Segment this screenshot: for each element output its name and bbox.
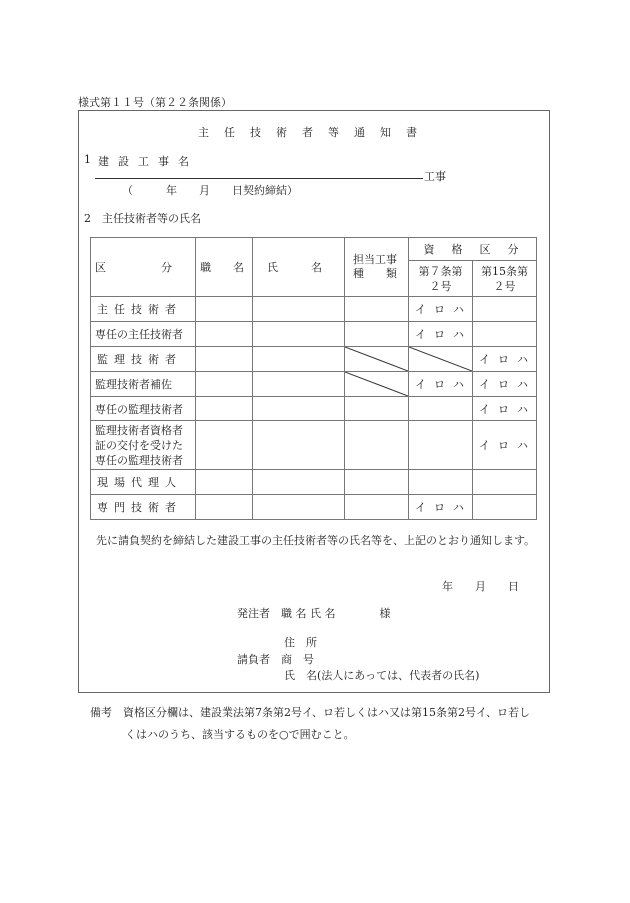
header-art15: 第15条第 ２号	[473, 261, 537, 297]
section1-number: 1	[84, 153, 91, 166]
art7-cell-text: イロハ	[415, 328, 472, 341]
row-category-text: 現場代理人	[97, 476, 182, 489]
form-id: 様式第１１号（第２２条関係）	[78, 96, 232, 109]
art15-cell	[473, 495, 537, 520]
name-cell[interactable]	[253, 347, 345, 372]
art15-cell-text: イロハ	[479, 353, 536, 366]
art7-cell[interactable]	[409, 372, 473, 397]
row-category	[91, 372, 196, 397]
position-cell[interactable]	[196, 495, 253, 520]
row-category-text: 専任の監理技術者	[95, 402, 183, 416]
position-cell[interactable]	[196, 421, 253, 470]
remarks-line1: 備考 資格区分欄は、建設業法第7条第2号イ、ロ若しくはハ又は第15条第2号イ、ロ若し	[90, 706, 531, 719]
work-type-cell[interactable]	[345, 495, 409, 520]
work-type-cell[interactable]	[345, 397, 409, 421]
document-title: 主任技術者等通知書	[198, 126, 432, 139]
diagonal-strike	[409, 347, 472, 371]
row-category-text: 専門技術者	[97, 501, 182, 514]
notice-date: 年 月 日	[442, 580, 519, 593]
section2-label: 2 主任技術者等の氏名	[84, 212, 201, 225]
art15-cell	[473, 470, 537, 495]
position-cell[interactable]	[196, 470, 253, 495]
art7-cell-text: イロハ	[415, 303, 472, 316]
position-cell[interactable]	[196, 322, 253, 347]
contract-date: （ 年 月 日契約締結）	[122, 184, 298, 197]
notice-text: 先に請負契約を締結した建設工事の主任技術者等の氏名等を、上記のとおり通知します。	[96, 534, 536, 547]
table-row	[91, 421, 537, 470]
work-type-cell	[345, 372, 409, 397]
section1-label: 建設工事名	[98, 155, 198, 168]
art7-cell-text: イロハ	[415, 501, 472, 514]
table-row	[91, 470, 537, 495]
table-row	[91, 372, 537, 397]
row-category	[91, 322, 196, 347]
work-type-cell[interactable]	[345, 470, 409, 495]
row-category-text: 監理技術者資格者 証の交付を受けた 専任の監理技術者	[95, 423, 183, 467]
contractor-trade-name: 請負者 商 号	[237, 653, 314, 666]
art15-cell	[473, 322, 537, 347]
art7-cell[interactable]	[409, 322, 473, 347]
art15-cell[interactable]	[473, 372, 537, 397]
contractor-address: 住 所	[284, 636, 317, 649]
header-art7: 第７条第 ２号	[409, 261, 473, 297]
row-category-text: 監理技術者補佐	[95, 378, 172, 391]
row-category	[91, 421, 196, 470]
art7-cell	[409, 347, 473, 372]
position-cell[interactable]	[196, 397, 253, 421]
art7-cell[interactable]	[409, 495, 473, 520]
art15-cell-text: イロハ	[479, 378, 536, 391]
row-category	[91, 495, 196, 520]
work-type-cell[interactable]	[345, 322, 409, 347]
work-type-cell[interactable]	[345, 421, 409, 470]
art15-cell[interactable]	[473, 421, 537, 470]
engineer-table	[90, 237, 537, 520]
header-position: 職 名	[196, 238, 253, 297]
position-cell[interactable]	[196, 372, 253, 397]
diagonal-strike	[345, 372, 408, 396]
name-cell[interactable]	[253, 297, 345, 322]
name-cell[interactable]	[253, 495, 345, 520]
art7-cell	[409, 421, 473, 470]
name-cell[interactable]	[253, 421, 345, 470]
table-row	[91, 297, 537, 322]
work-type-cell[interactable]	[345, 297, 409, 322]
header-category: 区 分	[91, 238, 196, 297]
table-row	[91, 495, 537, 520]
row-category	[91, 397, 196, 421]
name-cell[interactable]	[253, 470, 345, 495]
art7-cell-text: イロハ	[415, 378, 472, 391]
contractor-name: 氏 名(法人にあっては、代表者の氏名)	[284, 669, 480, 682]
project-suffix: 工事	[424, 170, 446, 183]
header-name: 氏 名	[253, 238, 345, 297]
art7-cell	[409, 397, 473, 421]
art15-cell[interactable]	[473, 347, 537, 372]
table-row	[91, 397, 537, 421]
art7-cell	[409, 470, 473, 495]
row-category	[91, 297, 196, 322]
header-qualification: 資 格 区 分	[409, 238, 537, 261]
art15-cell-text: イロハ	[479, 402, 536, 416]
art15-cell-text: イロハ	[479, 439, 536, 452]
diagonal-strike	[345, 347, 408, 371]
remarks-line2: くはハのうち、該当するものを○で囲むこと。	[125, 728, 355, 741]
position-cell[interactable]	[196, 297, 253, 322]
name-cell[interactable]	[253, 397, 345, 421]
project-name-line[interactable]	[95, 178, 423, 179]
art15-cell	[473, 297, 537, 322]
table-row	[91, 347, 537, 372]
orderer-line: 発注者 職 名 氏 名 様	[237, 607, 391, 620]
header-work-type: 担当工事 種 類	[345, 238, 409, 297]
row-category-text: 主任技術者	[97, 303, 182, 316]
row-category	[91, 347, 196, 372]
table-row	[91, 322, 537, 347]
row-category	[91, 470, 196, 495]
position-cell[interactable]	[196, 347, 253, 372]
art15-cell[interactable]	[473, 397, 537, 421]
row-category-text: 専任の主任技術者	[95, 328, 183, 341]
work-type-cell	[345, 347, 409, 372]
row-category-text: 監理技術者	[97, 353, 182, 366]
name-cell[interactable]	[253, 372, 345, 397]
art7-cell[interactable]	[409, 297, 473, 322]
name-cell[interactable]	[253, 322, 345, 347]
